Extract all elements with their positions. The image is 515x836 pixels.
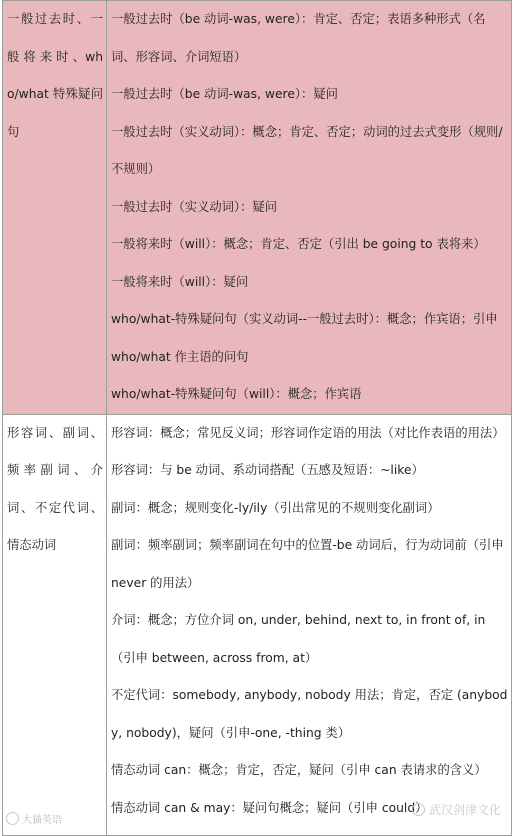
content-line: who/what-特殊疑问句（will）：概念；作宾语 bbox=[111, 387, 362, 401]
content-line: 一般将来时（will）：疑问 bbox=[111, 274, 249, 289]
wechat-icon bbox=[412, 803, 425, 816]
content-line: 副词：概念；规则变化-ly/ily（引出常见的不规则变化副词） bbox=[111, 500, 440, 515]
content-cell bbox=[107, 1, 512, 415]
content-line: 不定代词：somebody, anybody, nobody 用法；肯定，否定 (anybody, nobody)，疑问（引申-one, -thing 类） bbox=[111, 688, 508, 740]
category-cell: 一般过去时、一般 将 来 时 、who/what 特殊疑问句 bbox=[3, 1, 107, 415]
weibo-icon bbox=[6, 812, 19, 825]
category-cell: 形容词、副词、频率副词、介词、不定代词、情态动词 bbox=[3, 414, 107, 835]
table-row bbox=[3, 1, 512, 415]
content-line: 一般过去时（实义动词）：概念；肯定、否定；动词的过去式变形（规则/不规则） bbox=[111, 124, 503, 176]
content-line: 形容词：概念；常见反义词；形容词作定语的用法（对比作表语的用法） bbox=[111, 425, 505, 440]
watermark-right bbox=[412, 801, 501, 818]
content-line: 一般过去时（be 动词-was, were）：肯定、否定；表语多种形式（名词、形容词、介词短语） bbox=[111, 12, 486, 64]
content-line: 一般将来时（will）：概念；肯定、否定（引出 be going to 表将来） bbox=[111, 237, 486, 251]
content-line: 形容词：与 be 动词、系动词搭配（五感及短语：~like） bbox=[111, 463, 424, 477]
content-line: who/what-特殊疑问句（实义动词--一般过去时）：概念；作宾语；引申 who/what 作主语的问句 bbox=[111, 312, 498, 364]
grammar-table bbox=[2, 0, 512, 836]
content-line: 副词：频率副词；频率副词在句中的位置-be 动词后，行为动词前（引申 never 的用法） bbox=[111, 538, 504, 590]
table-row bbox=[3, 414, 512, 835]
content-line: 一般过去时（be 动词-was, were）：疑问 bbox=[111, 87, 338, 101]
watermark-right-text: 武汉剑津文化 bbox=[428, 803, 501, 817]
content-line: 情态动词 can：概念；肯定，否定，疑问（引申 can 表请求的含义） bbox=[111, 763, 487, 777]
watermark-left bbox=[6, 811, 62, 826]
content-line: 情态动词 can & may：疑问句概念；疑问（引申 could） bbox=[111, 800, 428, 815]
content-cell bbox=[107, 414, 512, 835]
watermark-left-text: 大猫英语 bbox=[22, 815, 62, 826]
content-line: 介词：概念；方位介词 on, under, behind, next to, in front of, in（引申 between, across from, at） bbox=[111, 613, 486, 665]
content-line: 一般过去时（实义动词）：疑问 bbox=[111, 199, 278, 214]
